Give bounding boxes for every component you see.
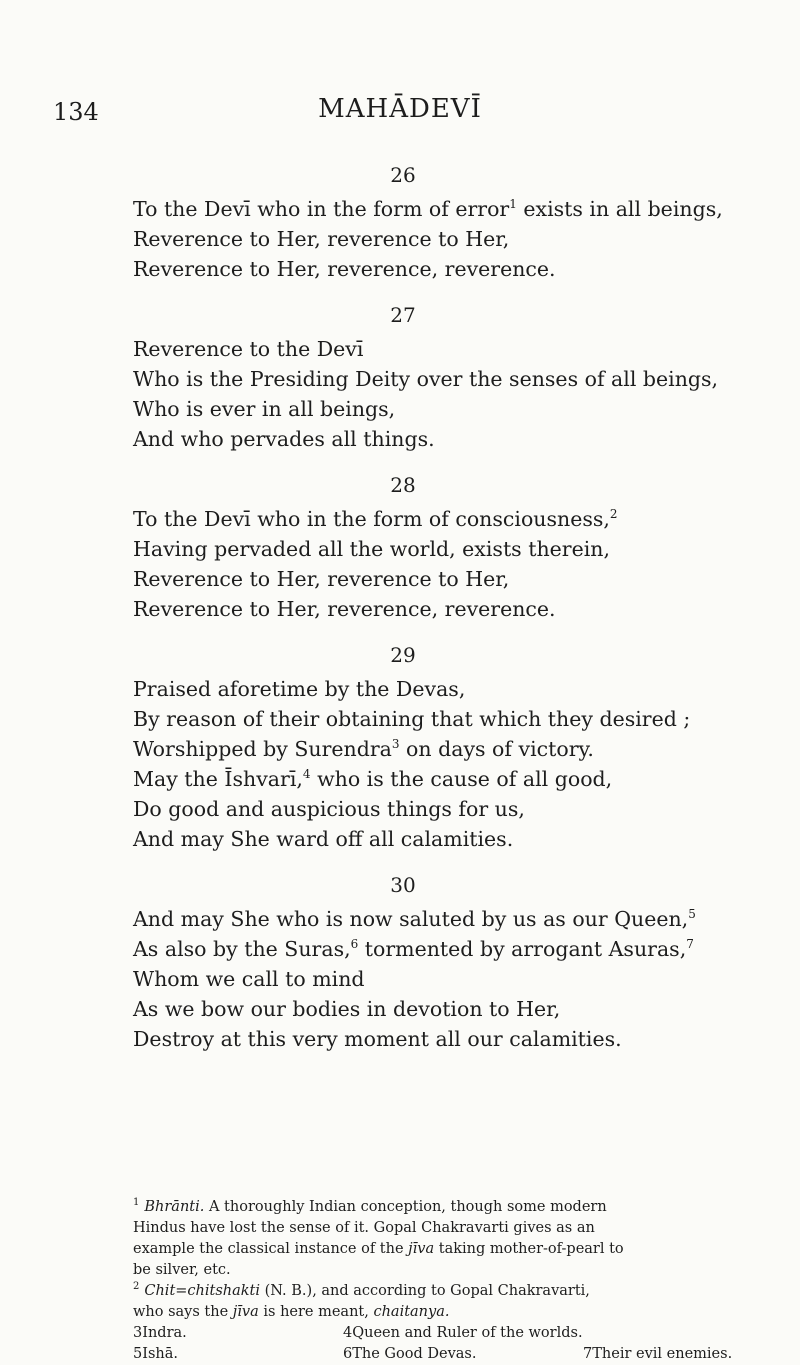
footnote-2: $^2$ Chit=chitshakti (N. B.), and according to Gopal Chakravarti, [133, 1281, 590, 1299]
verse-line: Worshipped by Surendra$^3$ on days of victory. [133, 737, 594, 761]
verse-number: 26 [390, 163, 416, 187]
verse-line: May the Īshvarī,$^4$ who is the cause of all good, [133, 767, 613, 791]
verse-line: Reverence to Her, reverence to Her, [133, 227, 510, 251]
footnote-text: who says the jīva is here meant, chaitanya. [133, 1304, 450, 1320]
verse-line: To the Devī who in the form of consciousness,$^2$ [133, 507, 618, 531]
verse-line: Destroy at this very moment all our calamities. [133, 1027, 622, 1051]
verse-line: Whom we call to mind [133, 967, 365, 991]
verse-line: Reverence to Her, reverence to Her, [133, 567, 510, 591]
verse-line: And who pervades all things. [133, 427, 435, 451]
footnote-7: 7Their evil enemies. [583, 1346, 733, 1362]
verse-number: 27 [390, 303, 416, 327]
verse-29 [133, 640, 793, 854]
verse-line: Who is the Presiding Deity over the senses of all beings, [133, 367, 719, 391]
verse-line: Do good and auspicious things for us, [133, 797, 525, 821]
footnote-text: example the classical instance of the jīva taking mother-of-pearl to [133, 1241, 624, 1257]
footnotes [133, 1197, 793, 1365]
verse-26 [133, 160, 793, 284]
verse-body [133, 160, 793, 1070]
verse-30 [133, 870, 793, 1054]
running-head: MAHĀDEVĪ [318, 94, 482, 124]
page-number: 134 [53, 98, 99, 126]
verse-line: Reverence to the Devī [133, 337, 364, 361]
verse-line: As also by the Suras,$^6$ tormented by arrogant Asuras,$^7$ [133, 937, 694, 961]
footnote-6: 6The Good Devas. [343, 1346, 477, 1362]
footnote-ref: 6 [350, 937, 359, 952]
verse-line: Praised aforetime by the Devas, [133, 677, 466, 701]
footnote-ref: 7 [686, 937, 694, 952]
verse-line: As we bow our bodies in devotion to Her, [133, 997, 561, 1021]
footnote-ref: 4 [302, 767, 311, 782]
footnote-ref: 5 [688, 907, 696, 922]
footnote-ref: 2 [609, 507, 618, 522]
verse-number: 30 [390, 873, 416, 897]
footnote-5: 5Ishā. [133, 1346, 178, 1362]
verse-line: By reason of their obtaining that which they desired ; [133, 707, 691, 731]
page-header [0, 92, 800, 132]
verse-line: And may She who is now saluted by us as our Queen,$^5$ [133, 907, 696, 931]
footnote-ref: 3 [391, 737, 400, 752]
footnote-row [133, 1323, 793, 1344]
verse-line: And may She ward off all calamities. [133, 827, 514, 851]
verse-number: 28 [390, 473, 416, 497]
verse-27 [133, 300, 793, 454]
verse-number: 29 [390, 643, 416, 667]
verse-line: Reverence to Her, reverence, reverence. [133, 257, 556, 281]
footnote-text: be silver, etc. [133, 1262, 231, 1278]
verse-line: Who is ever in all beings, [133, 397, 396, 421]
verse-line: Reverence to Her, reverence, reverence. [133, 597, 556, 621]
footnote-row [133, 1344, 793, 1365]
footnote-ref: 1 [509, 197, 517, 212]
footnote-text: Hindus have lost the sense of it. Gopal Chakravarti gives as an [133, 1220, 595, 1236]
verse-28 [133, 470, 793, 624]
footnote-4: 4Queen and Ruler of the worlds. [343, 1325, 583, 1341]
verse-line: Having pervaded all the world, exists therein, [133, 537, 610, 561]
footnote-1: $^1$ Bhrānti. A thoroughly Indian conception, though some modern [133, 1197, 607, 1215]
footnote-3: 3Indra. [133, 1325, 187, 1341]
verse-line: To the Devī who in the form of error$^1$ exists in all beings, [133, 197, 723, 221]
